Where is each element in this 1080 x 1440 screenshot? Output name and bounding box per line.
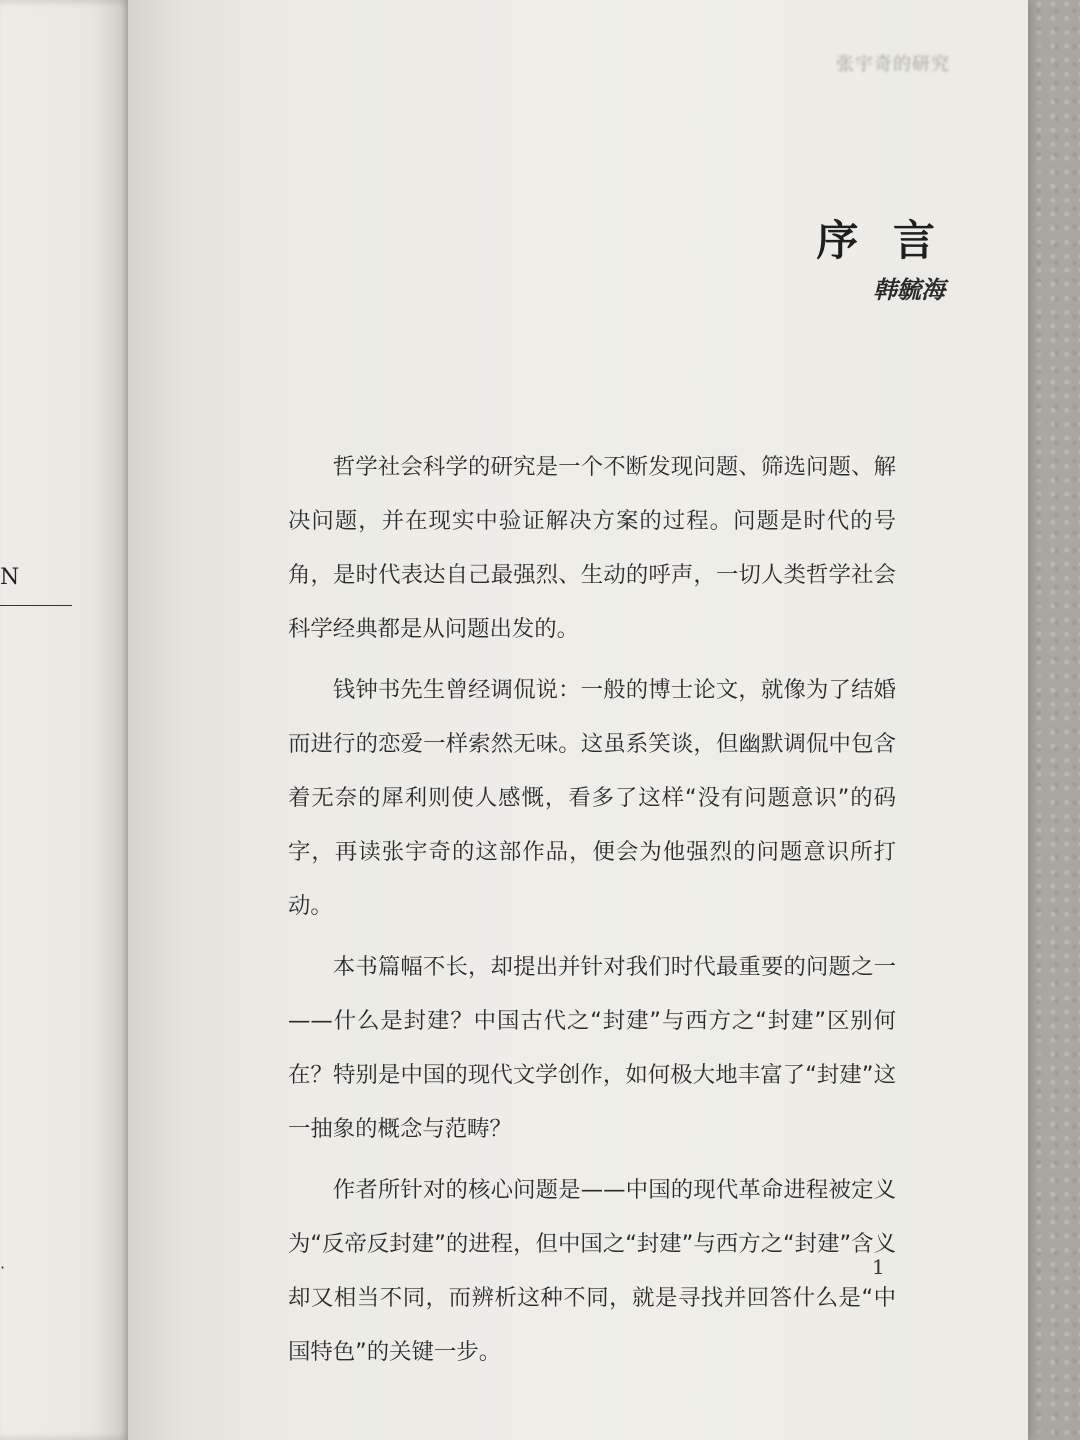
left-page-letter: N [0, 565, 20, 590]
page-number: 1 [872, 1255, 885, 1279]
left-page-mark: · [0, 1258, 6, 1277]
paragraph-2: 钱钟书先生曾经调侃说：一般的博士论文，就像为了结婚而进行的恋爱一样索然无味。这虽系笑谈，但幽默调侃中包含着无奈的犀利则使人感慨，看多了这样“没有问题意识”的码字，再读张宇奇的这部作品，便会为他强烈的问题意识所打动。 [288, 677, 896, 919]
left-page [0, 0, 132, 1440]
paragraph-3: 本书篇幅不长，却提出并针对我们时代最重要的问题之一——什么是封建？中国古代之“封建”与西方之“封建”区别何在？特别是中国的现代文学创作，如何极大地丰富了“封建”这一抽象的概念与范畴？ [288, 954, 896, 1142]
preface-body [288, 440, 896, 1386]
page-title: 序 言 [816, 216, 945, 265]
paragraph-4: 作者所针对的核心问题是——中国的现代革命进程被定义为“反帝反封建”的进程，但中国之“封建”与西方之“封建”含义却又相当不同，而辨析这种不同，就是寻找并回答什么是“中国特色”的关键一步。 [288, 1177, 896, 1365]
left-page-rule [0, 605, 72, 606]
running-head: 张宇奇的研究 [836, 54, 950, 75]
paragraph-1: 哲学社会科学的研究是一个不断发现问题、筛选问题、解决问题，并在现实中验证解决方案的过程。问题是时代的号角，是时代表达自己最强烈、生动的呼声，一切人类哲学社会科学经典都是从问题出发的。 [288, 454, 896, 642]
author-name: 韩毓海 [873, 275, 945, 304]
